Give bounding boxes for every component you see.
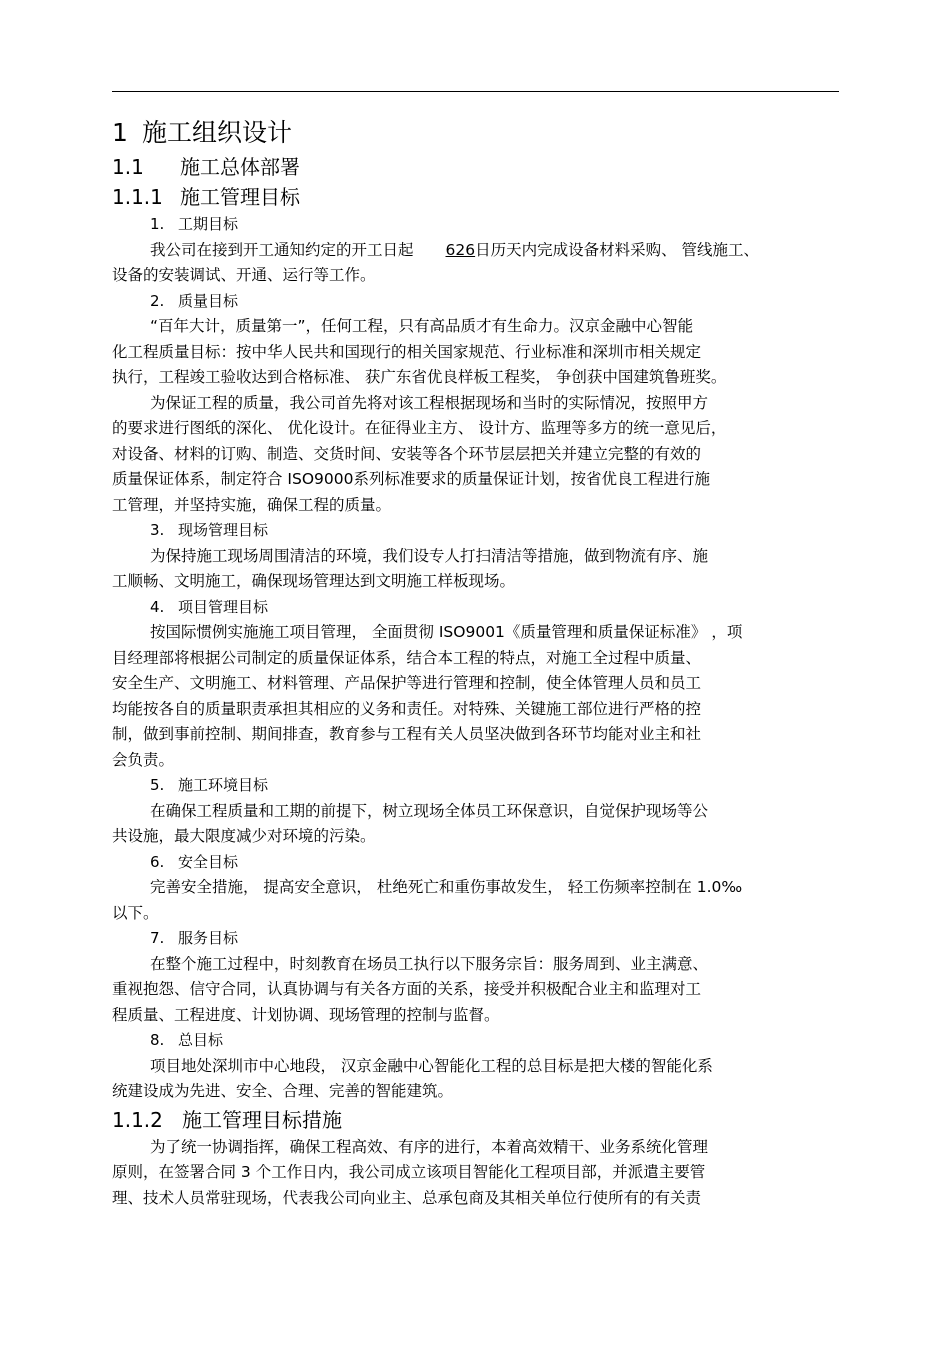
paragraph-line: 工管理，并坚持实施，确保工程的质量。 <box>112 495 392 514</box>
heading-2-number: 1.1 <box>112 155 144 179</box>
header-rule <box>112 91 839 92</box>
paragraph-line: 为保证工程的质量，我公司首先将对该工程根据现场和当时的实际情况，按照甲方 <box>150 393 709 412</box>
paragraph <box>112 544 839 595</box>
paragraph-line: 程质量、工程进度、计划协调、现场管理的控制与监督。 <box>112 1005 500 1024</box>
paragraph-line <box>112 238 839 264</box>
section-title: 项目管理目标 <box>178 597 269 616</box>
paragraph-line: 的要求进行图纸的深化、 优化设计。在征得业主方、 设计方、监理等多方的统一意见后， <box>112 419 727 437</box>
heading-1-number: 1 <box>112 118 128 147</box>
section-number: 6. <box>150 852 165 871</box>
paragraph <box>112 238 839 289</box>
section-heading <box>112 926 839 952</box>
heading-3-goals <box>112 182 839 212</box>
section-number: 3. <box>150 521 165 539</box>
heading-3-number: 1.1.2 <box>112 1107 163 1132</box>
section-number: 5. <box>150 776 165 794</box>
paragraph-line: 均能按各自的质量职责承担其相应的义务和责任。对特殊、关键施工部位进行严格的控 <box>112 699 702 718</box>
section-title: 安全目标 <box>178 852 239 871</box>
paragraph <box>112 952 839 1029</box>
paragraph-line: 统建设成为先进、安全、合理、完善的智能建筑。 <box>112 1082 454 1100</box>
paragraph-line: 为保持施工现场周围清洁的环境，我们设专人打扫清洁等措施，做到物流有序、施 <box>150 546 709 565</box>
heading-2-text: 施工总体部署 <box>180 155 300 179</box>
section-number: 7. <box>150 929 165 947</box>
heading-3-text: 施工管理目标 <box>180 185 300 209</box>
heading-3-number: 1.1.1 <box>112 185 163 209</box>
section-number: 8. <box>150 1031 165 1049</box>
section-heading <box>112 773 839 799</box>
paragraph-line: 按国际惯例实施施工项目管理， 全面贯彻 ISO9001《质量管理和质量保证标准》 ，项 <box>150 623 743 641</box>
paragraph-line: 重视抱怨、信守合同，认真协调与有关各方面的关系，接受并积极配合业主和监理对工 <box>112 980 702 998</box>
paragraph-line: 会负责。 <box>112 750 175 769</box>
section-title: 工期目标 <box>178 215 239 233</box>
section-title: 施工环境目标 <box>178 776 269 794</box>
paragraph-line: 完善安全措施， 提高安全意识， 杜绝死亡和重伤事故发生， 轻工伤频率控制在 1.0‰ <box>150 878 743 896</box>
paragraph-line: 项目地处深圳市中心地段， 汉京金融中心智能化工程的总目标是把大楼的智能化系 <box>150 1056 713 1075</box>
section-title: 服务目标 <box>178 929 239 947</box>
document-body <box>112 114 839 1211</box>
heading-1-text: 施工组织设计 <box>142 118 293 147</box>
section-heading <box>112 289 839 315</box>
section-number: 1. <box>150 215 165 233</box>
section-title: 总目标 <box>178 1031 224 1049</box>
paragraph <box>112 875 839 926</box>
paragraph-line: 制，做到事前控制、期间排查，教育参与工程有关人员坚决做到各环节均能对业主和社 <box>112 725 702 743</box>
paragraph-line: 设备的安装调试、开通、运行等工作。 <box>112 266 376 284</box>
paragraph <box>112 799 839 850</box>
paragraph-line: 质量保证体系，制定符合 ISO9000系列标准要求的质量保证计划，按省优良工程进行施 <box>112 470 710 488</box>
section-heading <box>112 518 839 544</box>
paragraph-line: “百年大计，质量第一”，任何工程，只有高品质才有生命力。汉京金融中心智能 <box>150 317 694 335</box>
paragraph-line: 安全生产、文明施工、材料管理、产品保护等进行管理和控制，使全体管理人员和员工 <box>112 674 702 692</box>
paragraph-line: 以下。 <box>112 903 159 922</box>
heading-3-measures <box>112 1105 839 1135</box>
section-heading <box>112 850 839 876</box>
section-heading <box>112 212 839 238</box>
section-number: 4. <box>150 597 165 616</box>
paragraph-line: 在确保工程质量和工期的前提下，树立现场全体员工环保意识，自觉保护现场等公 <box>150 801 709 820</box>
paragraph <box>112 620 839 773</box>
text-run: 日历天内完成设备材料采购、 管线施工、 <box>475 240 760 259</box>
underlined-days: 626 <box>445 240 476 259</box>
paragraph-line: 目经理部将根据公司制定的质量保证体系，结合本工程的特点，对施工全过程中质量、 <box>112 648 702 667</box>
section-title: 现场管理目标 <box>178 521 269 539</box>
section-heading <box>112 595 839 621</box>
paragraph-line: 化工程质量目标：按中华人民共和国现行的相关国家规范、行业标准和深圳市相关规定 <box>112 342 702 361</box>
paragraph-line: 在整个施工过程中，时刻教育在场员工执行以下服务宗旨：服务周到、业主满意、 <box>150 954 709 973</box>
paragraph <box>112 1054 839 1105</box>
paragraph-line: 为了统一协调指挥，确保工程高效、有序的进行，本着高效精干、业务系统化管理 <box>150 1137 709 1156</box>
paragraph <box>112 314 839 391</box>
heading-3-text: 施工管理目标措施 <box>182 1107 342 1132</box>
paragraph <box>112 391 839 519</box>
paragraph-line: 对设备、材料的订购、制造、交货时间、安装等各个环节层层把关并建立完整的有效的 <box>112 444 702 463</box>
heading-2 <box>112 152 839 182</box>
section-title: 质量目标 <box>178 291 239 310</box>
paragraph-line: 工顺畅、文明施工，确保现场管理达到文明施工样板现场。 <box>112 572 516 590</box>
paragraph <box>112 1135 839 1212</box>
paragraph-line: 共设施，最大限度减少对环境的污染。 <box>112 827 376 845</box>
section-number: 2. <box>150 291 165 310</box>
paragraph-line: 执行，工程竣工验收达到合格标准、 获广东省优良样板工程奖， 争创获中国建筑鲁班奖。 <box>112 368 727 386</box>
paragraph-line: 理、技术人员常驻现场，代表我公司向业主、总承包商及其相关单位行使所有的有关责 <box>112 1188 702 1207</box>
text-run: 我公司在接到开工通知约定的开工日起 <box>150 240 414 259</box>
section-heading <box>112 1028 839 1054</box>
heading-1 <box>112 114 839 152</box>
paragraph-line: 原则，在签署合同 3 个工作日内，我公司成立该项目智能化工程项目部，并派遣主要管 <box>112 1163 706 1181</box>
